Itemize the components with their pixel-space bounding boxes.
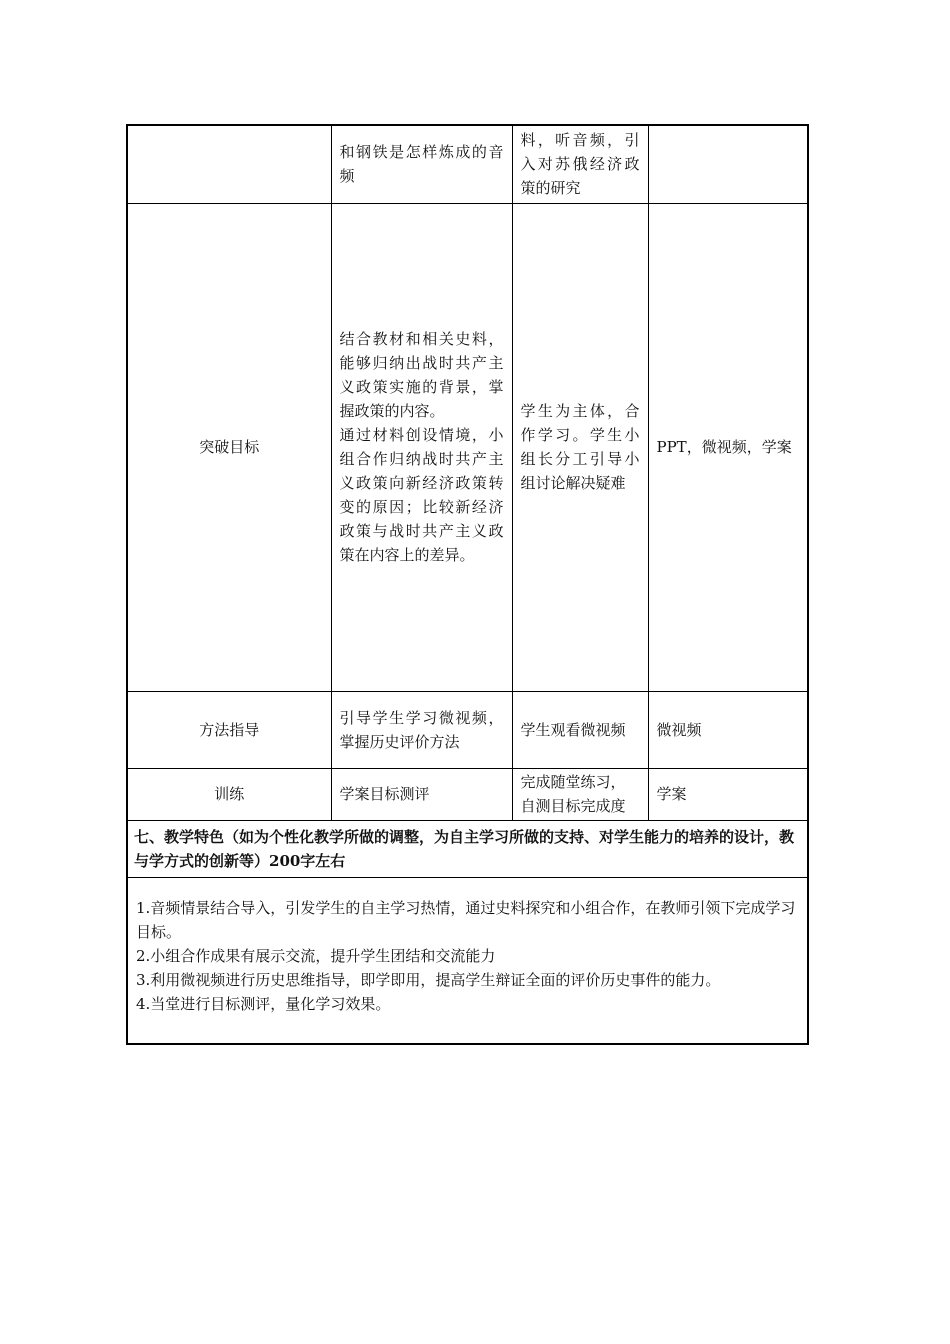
cell-student-activity: 料，听音频，引入对苏俄经济政策的研究 (512, 125, 648, 203)
cell-stage: 训练 (127, 768, 331, 820)
cell-teacher-activity: 引导学生学习微视频，掌握历史评价方法 (331, 691, 512, 768)
cell-student-activity: 完成随堂练习，自测目标完成度 (512, 768, 648, 820)
feature-item-1: 1.音频情景结合导入，引发学生的自主学习热情，通过史料探究和小组合作，在教师引领下完成学习目标。 (136, 898, 796, 941)
cell-resources: 微视频 (648, 691, 808, 768)
table-row-training (127, 768, 808, 820)
section-7-title: 七、教学特色（如为个性化教学所做的调整，为自主学习所做的支持、对学生能力的培养的设计，教与学方式的创新等）200字左右 (127, 820, 808, 877)
feature-item-3: 3.利用微视频进行历史思维指导，即学即用，提高学生辩证全面的评价历史事件的能力。 (136, 970, 721, 989)
table-row-method (127, 691, 808, 768)
cell-teacher-activity: 和钢铁是怎样炼成的音频 (331, 125, 512, 203)
cell-resources: 学案 (648, 768, 808, 820)
section-7-header-row (127, 820, 808, 877)
cell-teacher-activity: 学案目标测评 (331, 768, 512, 820)
section-7-content (127, 877, 808, 1044)
teacher-activity-paragraph-2: 通过材料创设情境，小组合作归纳战时共产主义政策向新经济政策转变的原因；比较新经济政策与战时共产主义政策在内容上的差异。 (339, 426, 504, 564)
cell-student-activity: 学生观看微视频 (512, 691, 648, 768)
lesson-plan-table (126, 124, 809, 1045)
feature-item-2: 2.小组合作成果有展示交流，提升学生团结和交流能力 (136, 946, 496, 965)
feature-item-4: 4.当堂进行目标测评，量化学习效果。 (136, 994, 391, 1013)
table-row-audio (127, 125, 808, 203)
cell-resources (648, 125, 808, 203)
table-row-breakthrough (127, 203, 808, 691)
cell-student-activity: 学生为主体，合作学习。学生小组长分工引导小组讨论解决疑难 (512, 203, 648, 691)
cell-stage: 方法指导 (127, 691, 331, 768)
teacher-activity-paragraph-1: 结合教材和相关史料，能够归纳出战时共产主义政策实施的背景，掌握政策的内容。 (339, 330, 504, 420)
cell-resources: PPT，微视频，学案 (648, 203, 808, 691)
cell-stage: 突破目标 (127, 203, 331, 691)
cell-stage (127, 125, 331, 203)
cell-teacher-activity (331, 203, 512, 691)
section-7-content-row (127, 877, 808, 1044)
